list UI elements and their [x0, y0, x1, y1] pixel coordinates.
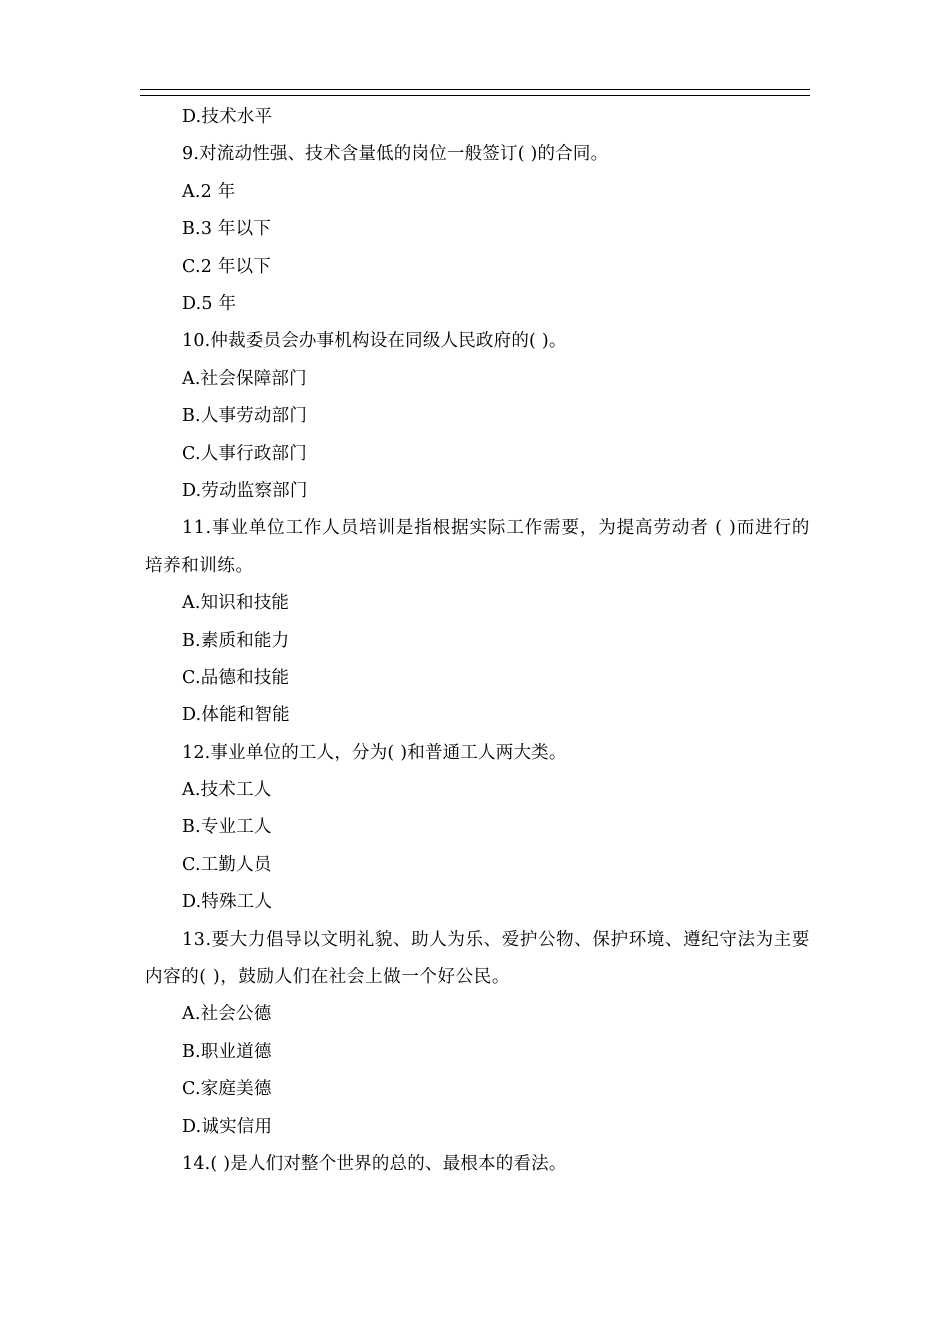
option-line: D.技术水平 [182, 107, 273, 127]
question-line: 10.仲裁委员会办事机构设在同级人民政府的( )。 [182, 331, 567, 352]
option-line: B.专业工人 [182, 817, 272, 838]
option-line: D.5 年 [182, 293, 237, 314]
question-line: 12.事业单位的工人，分为( )和普通工人两大类。 [182, 742, 567, 763]
question-paragraph: 13.要大力倡导以文明礼貌、助人为乐、爱护公物、保护环境、遵纪守法为主要内容的( )，鼓励人们在社会上做一个好公民。 [145, 929, 810, 988]
document-body [145, 99, 810, 1183]
option-line: B.职业道德 [182, 1041, 272, 1062]
option-line: D.劳动监察部门 [182, 480, 308, 501]
option-line: B.素质和能力 [182, 630, 290, 651]
option-line: A.技术工人 [182, 780, 272, 801]
option-line: C.2 年以下 [182, 256, 271, 277]
option-line: D.诚实信用 [182, 1116, 273, 1137]
option-line: C.工勤人员 [182, 854, 272, 875]
option-line: D.特殊工人 [182, 892, 273, 913]
option-line: A.社会公德 [182, 1004, 272, 1025]
option-line: A.2 年 [182, 181, 236, 202]
option-line: A.知识和技能 [182, 593, 290, 614]
option-line: C.家庭美德 [182, 1079, 272, 1100]
option-line: B.3 年以下 [182, 219, 272, 240]
option-line: D.体能和智能 [182, 705, 290, 726]
question-paragraph: 11.事业单位工作人员培训是指根据实际工作需要，为提高劳动者 ( )而进行的培养和训练。 [145, 518, 810, 576]
option-line: A.社会保障部门 [182, 368, 307, 389]
option-line: C.品德和技能 [182, 667, 290, 688]
question-line: 14.( )是人们对整个世界的总的、最根本的看法。 [182, 1154, 567, 1174]
header-rule-bottom [140, 95, 810, 96]
question-line: 9.对流动性强、技术含量低的岗位一般签订( )的合同。 [182, 144, 609, 165]
header-rule-top [140, 89, 810, 90]
option-line: C.人事行政部门 [182, 443, 307, 464]
option-line: B.人事劳动部门 [182, 406, 308, 427]
